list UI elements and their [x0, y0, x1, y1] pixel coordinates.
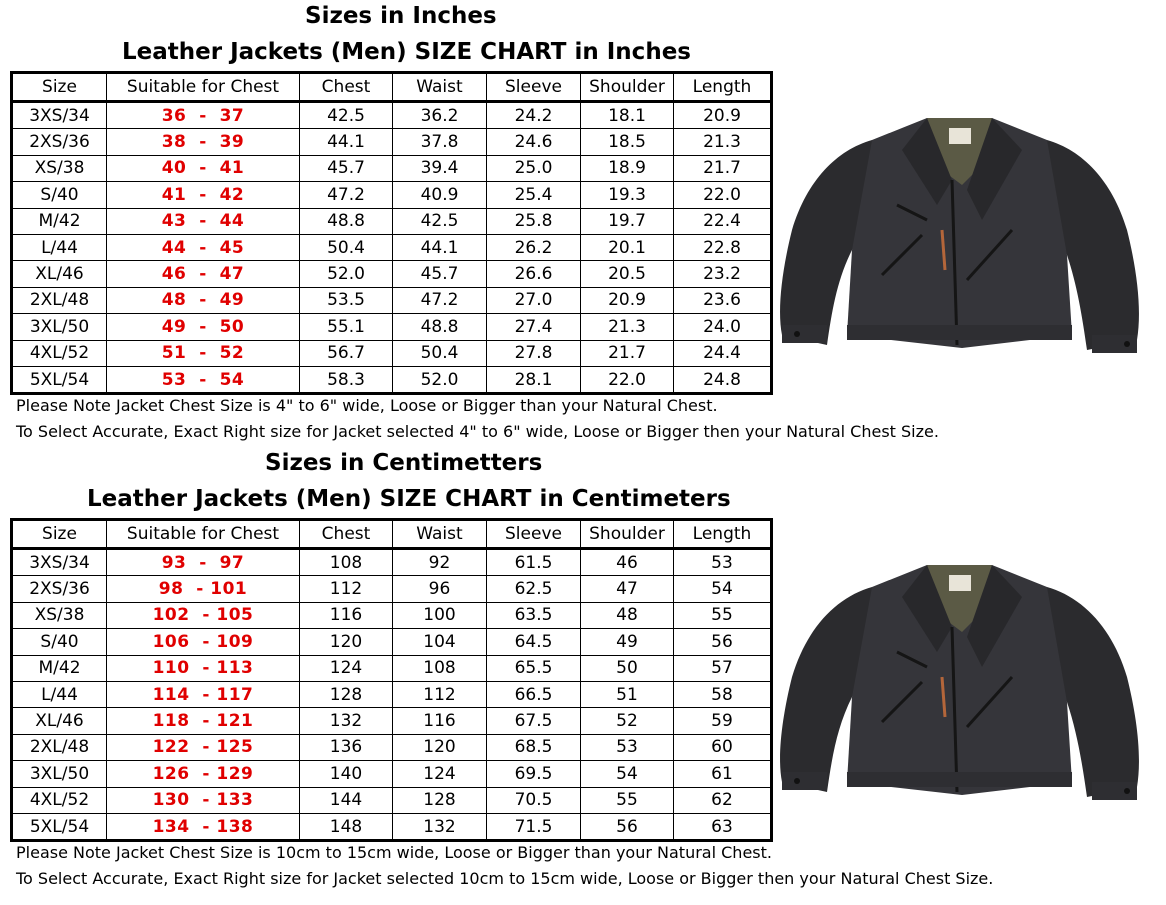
- table-row: [12, 576, 772, 602]
- table-cell: 50.4: [300, 234, 393, 260]
- table-row: [12, 761, 772, 787]
- table-cell: 54: [674, 576, 772, 602]
- table-row: [12, 734, 772, 760]
- chest-range-cell: 41 - 42: [107, 182, 300, 208]
- chest-range-cell: 106 - 109: [107, 629, 300, 655]
- table-cell: L/44: [12, 234, 107, 260]
- table-cell: 2XL/48: [12, 287, 107, 313]
- column-header: Chest: [300, 520, 393, 549]
- jacket-icon: [780, 118, 1139, 353]
- table-cell: 21.3: [674, 129, 772, 155]
- table-cell: 60: [674, 734, 772, 760]
- table-cell: 56: [581, 813, 674, 840]
- table-header-row: [12, 73, 772, 102]
- table-cell: 18.1: [581, 102, 674, 129]
- table-cell: 22.0: [581, 366, 674, 393]
- table-cell: M/42: [12, 655, 107, 681]
- table-cell: 54: [581, 761, 674, 787]
- chest-range-cell: 48 - 49: [107, 287, 300, 313]
- table-cell: 148: [300, 813, 393, 840]
- column-header: Waist: [393, 73, 487, 102]
- jacket-icon: [780, 565, 1139, 800]
- table-cell: 67.5: [487, 708, 581, 734]
- cm-note-2: To Select Accurate, Exact Right size for Jacket selected 10cm to 15cm wide, Loose or Bigger then your Natural Chest Size.: [16, 869, 994, 888]
- table-row: [12, 708, 772, 734]
- column-header: Length: [674, 520, 772, 549]
- table-cell: 116: [300, 602, 393, 628]
- table-cell: 55: [581, 787, 674, 813]
- chest-range-cell: 134 - 138: [107, 813, 300, 840]
- table-cell: 26.6: [487, 261, 581, 287]
- table-cell: 20.9: [581, 287, 674, 313]
- table-cell: 37.8: [393, 129, 487, 155]
- table-cell: 3XS/34: [12, 102, 107, 129]
- inches-note-1: Please Note Jacket Chest Size is 4" to 6" wide, Loose or Bigger than your Natural Chest.: [16, 396, 718, 415]
- table-cell: 50: [581, 655, 674, 681]
- column-header: Shoulder: [581, 73, 674, 102]
- table-cell: 36.2: [393, 102, 487, 129]
- table-cell: XL/46: [12, 261, 107, 287]
- table-cell: 42.5: [300, 102, 393, 129]
- table-cell: 50.4: [393, 340, 487, 366]
- table-header-row: [12, 520, 772, 549]
- table-row: [12, 102, 772, 129]
- table-cell: 22.4: [674, 208, 772, 234]
- table-cell: L/44: [12, 681, 107, 707]
- table-cell: 46: [581, 549, 674, 576]
- table-cell: 22.0: [674, 182, 772, 208]
- table-cell: 20.1: [581, 234, 674, 260]
- table-cell: 52.0: [300, 261, 393, 287]
- chest-range-cell: 40 - 41: [107, 155, 300, 181]
- chest-range-cell: 114 - 117: [107, 681, 300, 707]
- table-cell: 21.7: [581, 340, 674, 366]
- table-cell: 53: [581, 734, 674, 760]
- table-cell: 51: [581, 681, 674, 707]
- table-cell: 53: [674, 549, 772, 576]
- table-cell: 52.0: [393, 366, 487, 393]
- table-cell: 64.5: [487, 629, 581, 655]
- table-row: [12, 681, 772, 707]
- table-cell: 23.2: [674, 261, 772, 287]
- table-cell: 120: [393, 734, 487, 760]
- table-cell: 65.5: [487, 655, 581, 681]
- table-cell: 47.2: [300, 182, 393, 208]
- table-cell: 92: [393, 549, 487, 576]
- table-cell: 71.5: [487, 813, 581, 840]
- table-cell: 45.7: [300, 155, 393, 181]
- table-cell: S/40: [12, 629, 107, 655]
- chest-range-cell: 53 - 54: [107, 366, 300, 393]
- table-cell: 5XL/54: [12, 813, 107, 840]
- table-cell: 140: [300, 761, 393, 787]
- column-header: Suitable for Chest: [107, 73, 300, 102]
- table-cell: 68.5: [487, 734, 581, 760]
- table-cell: 25.4: [487, 182, 581, 208]
- table-cell: 128: [393, 787, 487, 813]
- table-cell: 58.3: [300, 366, 393, 393]
- table-row: [12, 813, 772, 840]
- table-cell: 62: [674, 787, 772, 813]
- table-cell: 24.0: [674, 314, 772, 340]
- column-header: Size: [12, 520, 107, 549]
- table-row: [12, 602, 772, 628]
- table-cell: XS/38: [12, 602, 107, 628]
- table-row: [12, 287, 772, 313]
- column-header: Waist: [393, 520, 487, 549]
- table-cell: 132: [300, 708, 393, 734]
- table-cell: 61.5: [487, 549, 581, 576]
- chest-range-cell: 93 - 97: [107, 549, 300, 576]
- table-cell: 52: [581, 708, 674, 734]
- table-cell: 4XL/52: [12, 340, 107, 366]
- table-cell: 2XL/48: [12, 734, 107, 760]
- table-cell: 47: [581, 576, 674, 602]
- chest-range-cell: 49 - 50: [107, 314, 300, 340]
- table-cell: 19.7: [581, 208, 674, 234]
- table-cell: 61: [674, 761, 772, 787]
- table-cell: XS/38: [12, 155, 107, 181]
- table-cell: 55.1: [300, 314, 393, 340]
- table-cell: 48.8: [393, 314, 487, 340]
- table-row: [12, 549, 772, 576]
- table-cell: 27.0: [487, 287, 581, 313]
- table-row: [12, 340, 772, 366]
- table-cell: 21.3: [581, 314, 674, 340]
- table-cell: 25.8: [487, 208, 581, 234]
- table-cell: 144: [300, 787, 393, 813]
- table-cell: 24.4: [674, 340, 772, 366]
- table-cell: 24.2: [487, 102, 581, 129]
- chest-range-cell: 98 - 101: [107, 576, 300, 602]
- table-cell: 28.1: [487, 366, 581, 393]
- table-cell: 49: [581, 629, 674, 655]
- table-cell: 45.7: [393, 261, 487, 287]
- table-cell: M/42: [12, 208, 107, 234]
- inches-section-title: Sizes in Inches: [305, 3, 497, 29]
- chest-range-cell: 122 - 125: [107, 734, 300, 760]
- table-cell: 132: [393, 813, 487, 840]
- table-cell: 4XL/52: [12, 787, 107, 813]
- chest-range-cell: 126 - 129: [107, 761, 300, 787]
- column-header: Suitable for Chest: [107, 520, 300, 549]
- inches-note-2: To Select Accurate, Exact Right size for Jacket selected 4" to 6" wide, Loose or Bigger then your Natural Chest Size.: [16, 422, 939, 441]
- table-body: [12, 102, 772, 394]
- table-cell: 136: [300, 734, 393, 760]
- table-cell: 2XS/36: [12, 576, 107, 602]
- table-cell: 5XL/54: [12, 366, 107, 393]
- column-header: Size: [12, 73, 107, 102]
- table-cell: 40.9: [393, 182, 487, 208]
- table-cell: 44.1: [393, 234, 487, 260]
- chest-range-cell: 46 - 47: [107, 261, 300, 287]
- table-cell: 20.9: [674, 102, 772, 129]
- table-cell: 53.5: [300, 287, 393, 313]
- table-cell: 57: [674, 655, 772, 681]
- column-header: Sleeve: [487, 73, 581, 102]
- table-cell: 27.4: [487, 314, 581, 340]
- table-cell: 108: [300, 549, 393, 576]
- table-cell: 69.5: [487, 761, 581, 787]
- table-row: [12, 155, 772, 181]
- chest-range-cell: 44 - 45: [107, 234, 300, 260]
- table-row: [12, 208, 772, 234]
- column-header: Length: [674, 73, 772, 102]
- table-cell: 48.8: [300, 208, 393, 234]
- column-header: Chest: [300, 73, 393, 102]
- table-cell: 3XL/50: [12, 314, 107, 340]
- table-row: [12, 261, 772, 287]
- table-cell: 56: [674, 629, 772, 655]
- table-cell: 47.2: [393, 287, 487, 313]
- chest-range-cell: 110 - 113: [107, 655, 300, 681]
- table-cell: 100: [393, 602, 487, 628]
- leather-jacket-image-bottom: [777, 557, 1147, 807]
- column-header: Sleeve: [487, 520, 581, 549]
- cm-section-title: Sizes in Centimetters: [265, 450, 543, 476]
- table-cell: 124: [300, 655, 393, 681]
- table-cell: 66.5: [487, 681, 581, 707]
- cm-note-1: Please Note Jacket Chest Size is 10cm to 15cm wide, Loose or Bigger than your Natural Chest.: [16, 843, 772, 862]
- table-row: [12, 366, 772, 393]
- table-cell: 3XS/34: [12, 549, 107, 576]
- table-cell: 20.5: [581, 261, 674, 287]
- table-cell: 26.2: [487, 234, 581, 260]
- leather-jacket-image-top: [777, 110, 1147, 360]
- table-cell: XL/46: [12, 708, 107, 734]
- table-cell: 48: [581, 602, 674, 628]
- table-cell: 128: [300, 681, 393, 707]
- column-header: Shoulder: [581, 520, 674, 549]
- chest-range-cell: 130 - 133: [107, 787, 300, 813]
- table-cell: 104: [393, 629, 487, 655]
- table-cell: 59: [674, 708, 772, 734]
- table-cell: 120: [300, 629, 393, 655]
- table-cell: 39.4: [393, 155, 487, 181]
- table-cell: 27.8: [487, 340, 581, 366]
- table-cell: 18.9: [581, 155, 674, 181]
- table-cell: 63.5: [487, 602, 581, 628]
- table-cell: S/40: [12, 182, 107, 208]
- chest-range-cell: 43 - 44: [107, 208, 300, 234]
- table-cell: 62.5: [487, 576, 581, 602]
- table-cell: 56.7: [300, 340, 393, 366]
- table-row: [12, 314, 772, 340]
- table-cell: 42.5: [393, 208, 487, 234]
- chest-range-cell: 38 - 39: [107, 129, 300, 155]
- table-cell: 116: [393, 708, 487, 734]
- chest-range-cell: 51 - 52: [107, 340, 300, 366]
- chest-range-cell: 36 - 37: [107, 102, 300, 129]
- inches-size-table: [10, 71, 773, 395]
- chest-range-cell: 102 - 105: [107, 602, 300, 628]
- table-row: [12, 129, 772, 155]
- table-body: [12, 549, 772, 841]
- table-row: [12, 655, 772, 681]
- table-cell: 2XS/36: [12, 129, 107, 155]
- table-cell: 23.6: [674, 287, 772, 313]
- table-cell: 108: [393, 655, 487, 681]
- table-cell: 55: [674, 602, 772, 628]
- table-cell: 44.1: [300, 129, 393, 155]
- table-cell: 3XL/50: [12, 761, 107, 787]
- table-cell: 112: [393, 681, 487, 707]
- table-cell: 21.7: [674, 155, 772, 181]
- table-cell: 18.5: [581, 129, 674, 155]
- table-cell: 112: [300, 576, 393, 602]
- cm-chart-title: Leather Jackets (Men) SIZE CHART in Centimeters: [87, 486, 731, 512]
- table-cell: 24.8: [674, 366, 772, 393]
- table-row: [12, 629, 772, 655]
- table-row: [12, 234, 772, 260]
- table-row: [12, 182, 772, 208]
- table-cell: 25.0: [487, 155, 581, 181]
- chest-range-cell: 118 - 121: [107, 708, 300, 734]
- table-cell: 19.3: [581, 182, 674, 208]
- inches-chart-title: Leather Jackets (Men) SIZE CHART in Inches: [122, 39, 691, 65]
- table-cell: 96: [393, 576, 487, 602]
- table-cell: 124: [393, 761, 487, 787]
- table-cell: 24.6: [487, 129, 581, 155]
- table-row: [12, 787, 772, 813]
- table-cell: 70.5: [487, 787, 581, 813]
- table-cell: 22.8: [674, 234, 772, 260]
- table-cell: 63: [674, 813, 772, 840]
- cm-size-table: [10, 518, 773, 842]
- table-cell: 58: [674, 681, 772, 707]
